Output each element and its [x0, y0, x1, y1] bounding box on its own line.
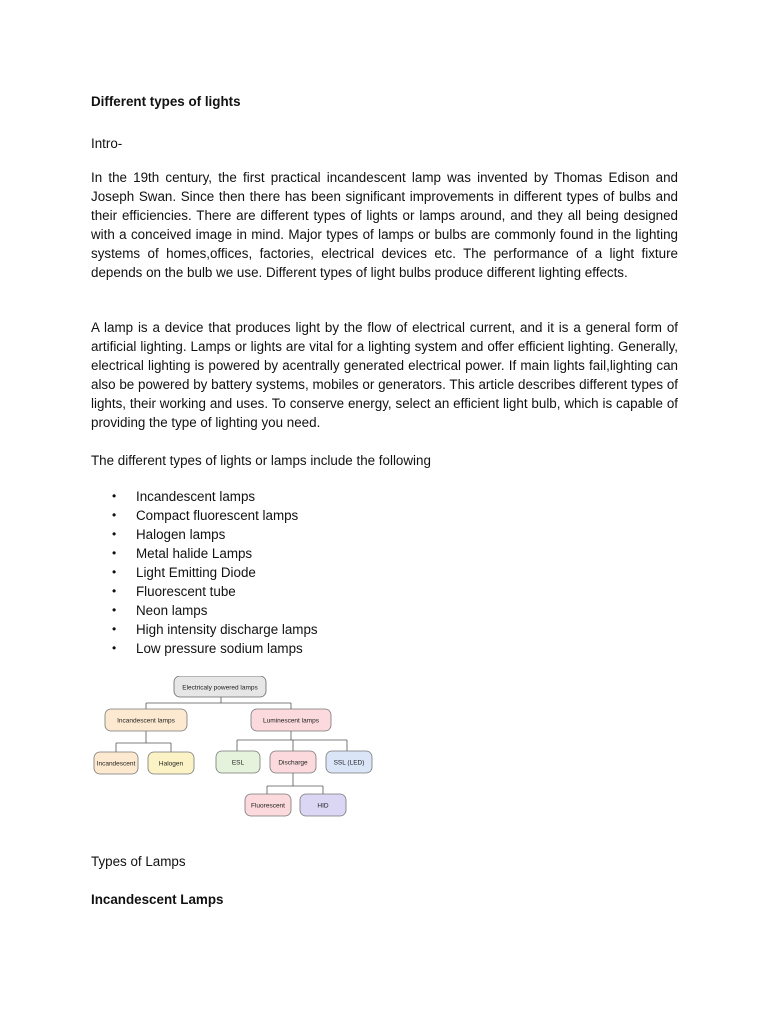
list-item: • High intensity discharge lamps	[91, 620, 318, 639]
document-title: Different types of lights	[91, 94, 241, 109]
node-hid-label: HID	[317, 802, 329, 810]
list-item: • Metal halide Lamps	[91, 544, 318, 563]
node-halogen-label: Halogen	[158, 760, 184, 768]
intro-label: Intro-	[91, 136, 123, 151]
node-ssl-led-label: SSL (LED)	[333, 759, 365, 767]
list-item: • Neon lamps	[91, 601, 318, 620]
list-item: • Light Emitting Diode	[91, 563, 318, 582]
list-item: • Low pressure sodium lamps	[91, 639, 318, 658]
incandescent-lamps-heading: Incandescent Lamps	[91, 892, 224, 907]
paragraph-history: In the 19th century, the first practical incandescent lamp was invented by Thomas Edison and Joseph Swan. Since then there has been significant improvements in different types of bulbs and their efficiencies. There are different types of lights or lamps around, and they all being designed with a conceived image in mind. Major types of lamps or bulbs are commonly found in the lighting systems of homes,offices, factories, electrical devices etc. The performance of a light fixture depends on the bulb we use. Different types of light bulbs produce different lighting effects.	[91, 170, 678, 280]
lamp-classification-diagram	[91, 676, 391, 836]
node-fluorescent-label: Fluorescent	[251, 802, 285, 810]
node-luminescent-lamps-label: Luminescent lamps	[263, 717, 319, 725]
list-intro: The different types of lights or lamps include the following	[91, 453, 431, 468]
lamp-types-list	[91, 487, 318, 658]
list-item: • Incandescent lamps	[91, 487, 318, 506]
node-discharge-label: Discharge	[278, 759, 308, 767]
list-item: • Compact fluorescent lamps	[91, 506, 318, 525]
paragraph-definition: A lamp is a device that produces light by the flow of electrical current, and it is a general form of artificial lighting. Lamps or lights are vital for a lighting system and offer efficient lighting. Generally, electrical lighting is powered by acentrally generated electrical power. If main lights fail,lighting can also be powered by battery systems, mobiles or generators. This article describes different types of lights, their working and uses. To conserve energy, select an efficient light bulb, which is capable of providing the type of lighting you need.	[91, 320, 678, 430]
node-incandescent-lamps-label: Incandescent lamps	[117, 717, 175, 725]
node-esl-label: ESL	[231, 759, 245, 767]
list-item: • Fluorescent tube	[91, 582, 318, 601]
node-root-label: Electricaly powered lamps	[182, 684, 258, 692]
diagram-svg	[91, 676, 391, 836]
node-incandescent-label: Incandescent	[96, 760, 136, 768]
types-of-lamps-heading: Types of Lamps	[91, 854, 186, 869]
list-item: • Halogen lamps	[91, 525, 318, 544]
document-page	[91, 92, 678, 907]
